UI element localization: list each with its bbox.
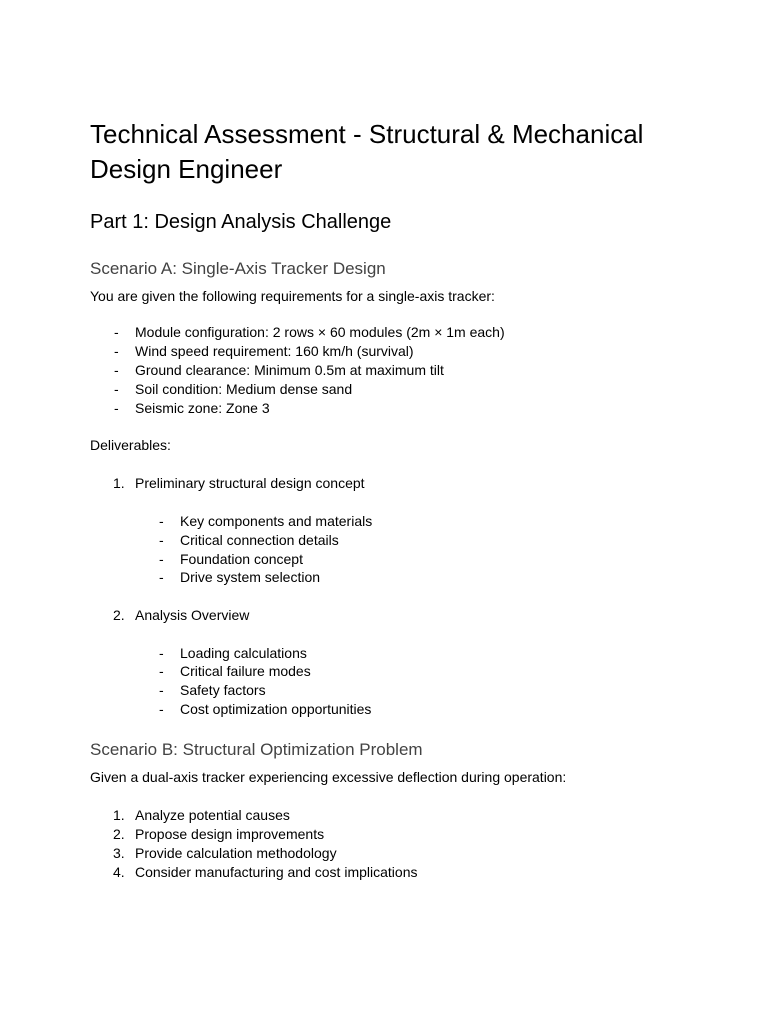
list-number: 1. xyxy=(113,807,125,823)
bullet-marker: - xyxy=(114,381,119,397)
scenario-b-intro: Given a dual-axis tracker experiencing excessive deflection during operation: xyxy=(90,769,567,785)
requirement-item: Seismic zone: Zone 3 xyxy=(135,400,270,416)
bullet-marker: - xyxy=(114,343,119,359)
scenario-a-heading: Scenario A: Single-Axis Tracker Design xyxy=(90,259,386,278)
bullet-marker: - xyxy=(159,701,164,717)
bullet-marker: - xyxy=(159,513,164,529)
step-item: Consider manufacturing and cost implications xyxy=(135,864,418,880)
deliverable-subitem: Key components and materials xyxy=(180,513,373,529)
part1-heading: Part 1: Design Analysis Challenge xyxy=(90,211,392,233)
deliverable-subitem: Cost optimization opportunities xyxy=(180,701,372,717)
deliverable-label: Analysis Overview xyxy=(135,607,250,623)
deliverable-subitem: Safety factors xyxy=(180,682,266,698)
requirement-item: Ground clearance: Minimum 0.5m at maximum tilt xyxy=(135,362,444,378)
scenario-b-heading: Scenario B: Structural Optimization Problem xyxy=(90,740,423,759)
bullet-marker: - xyxy=(159,551,164,567)
deliverable-subitem: Drive system selection xyxy=(180,569,321,585)
list-number: 2. xyxy=(113,607,125,623)
list-number: 3. xyxy=(113,845,125,861)
deliverable-subitem: Foundation concept xyxy=(180,551,303,567)
list-number: 4. xyxy=(113,864,125,880)
bullet-marker: - xyxy=(159,532,164,548)
bullet-marker: - xyxy=(159,569,164,585)
document-title: Technical Assessment - Structural & Mechanical Design Engineer xyxy=(90,119,644,184)
bullet-marker: - xyxy=(114,362,119,378)
deliverable-label: Preliminary structural design concept xyxy=(135,475,365,491)
requirement-item: Module configuration: 2 rows × 60 modules (2m × 1m each) xyxy=(135,324,505,340)
deliverable-subitem: Critical failure modes xyxy=(180,663,311,679)
bullet-marker: - xyxy=(159,663,164,679)
requirement-item: Wind speed requirement: 160 km/h (survival) xyxy=(135,343,414,359)
list-number: 1. xyxy=(113,475,125,491)
deliverable-subitem: Critical connection details xyxy=(180,532,339,548)
list-number: 2. xyxy=(113,826,125,842)
scenario-a-intro: You are given the following requirements for a single-axis tracker: xyxy=(90,288,495,304)
bullet-marker: - xyxy=(114,400,119,416)
step-item: Propose design improvements xyxy=(135,826,325,842)
step-item: Analyze potential causes xyxy=(135,807,290,823)
deliverable-subitem: Loading calculations xyxy=(180,645,307,661)
deliverables-label: Deliverables: xyxy=(90,437,171,453)
step-item: Provide calculation methodology xyxy=(135,845,337,861)
bullet-marker: - xyxy=(159,682,164,698)
bullet-marker: - xyxy=(159,645,164,661)
bullet-marker: - xyxy=(114,324,119,340)
requirement-item: Soil condition: Medium dense sand xyxy=(135,381,353,397)
